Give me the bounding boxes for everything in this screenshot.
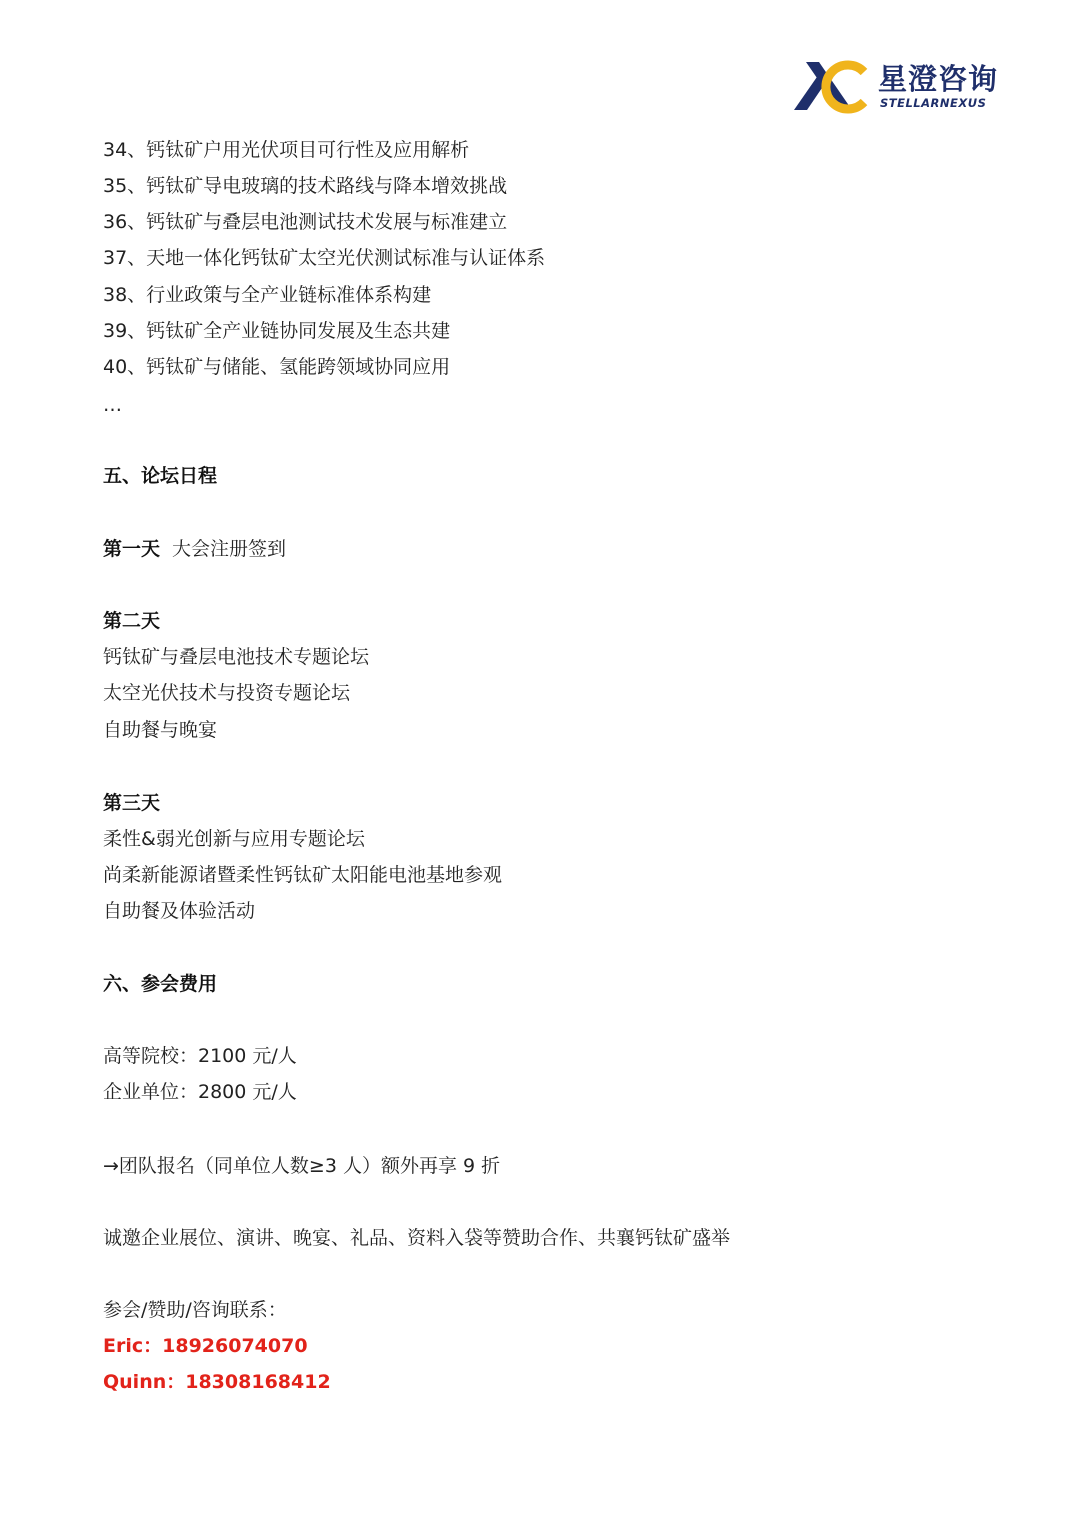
contact-title: 参会/赞助/咨询联系：	[103, 1299, 287, 1321]
fee-enterprise: 企业单位：2800 元/人	[103, 1081, 297, 1103]
day2-item: 钙钛矿与叠层电池技术专题论坛	[103, 646, 370, 668]
contact-eric: Eric：18926074070	[103, 1335, 308, 1357]
day3-item: 自助餐及体验活动	[103, 900, 256, 922]
schedule-day1	[103, 536, 286, 562]
logo-name-en: STELLARNEXUS	[880, 96, 987, 110]
day1-text: 大会注册签到	[172, 538, 287, 560]
topic-item: 35、钙钛矿导电玻璃的技术路线与降本增效挑战	[103, 175, 508, 197]
day3-item: 尚柔新能源诸暨柔性钙钛矿太阳能电池基地参观	[103, 864, 503, 886]
topic-item: 37、天地一体化钙钛矿太空光伏测试标准与认证体系	[103, 247, 546, 269]
topic-item: 34、钙钛矿户用光伏项目可行性及应用解析	[103, 139, 470, 161]
day2-label: 第二天	[103, 610, 161, 632]
group-discount: →团队报名（同单位人数≥3 人）额外再享 9 折	[103, 1155, 501, 1177]
logo-name-cn: 星澄咨询	[878, 62, 999, 96]
day2-item: 自助餐与晚宴	[103, 719, 218, 741]
topic-item: 40、钙钛矿与储能、氢能跨领域协同应用	[103, 356, 451, 378]
day2-item: 太空光伏技术与投资专题论坛	[103, 682, 351, 704]
contact-quinn: Quinn：18308168412	[103, 1371, 331, 1393]
fee-university: 高等院校：2100 元/人	[103, 1045, 297, 1067]
topic-item: 38、行业政策与全产业链标准体系构建	[103, 284, 432, 306]
logo-mark-icon	[790, 58, 876, 116]
schedule-heading: 五、论坛日程	[103, 465, 218, 487]
day3-item: 柔性&弱光创新与应用专题论坛	[103, 828, 365, 850]
company-logo	[790, 58, 1005, 116]
day3-label: 第三天	[103, 792, 161, 814]
fees-heading: 六、参会费用	[103, 973, 218, 995]
topic-item: 36、钙钛矿与叠层电池测试技术发展与标准建立	[103, 211, 508, 233]
topics-more-ellipsis: …	[103, 394, 122, 416]
sponsorship-invite: 诚邀企业展位、演讲、晚宴、礼品、资料入袋等赞助合作、共襄钙钛矿盛举	[103, 1227, 731, 1249]
topic-item: 39、钙钛矿全产业链协同发展及生态共建	[103, 320, 451, 342]
day1-label: 第一天	[103, 538, 161, 560]
